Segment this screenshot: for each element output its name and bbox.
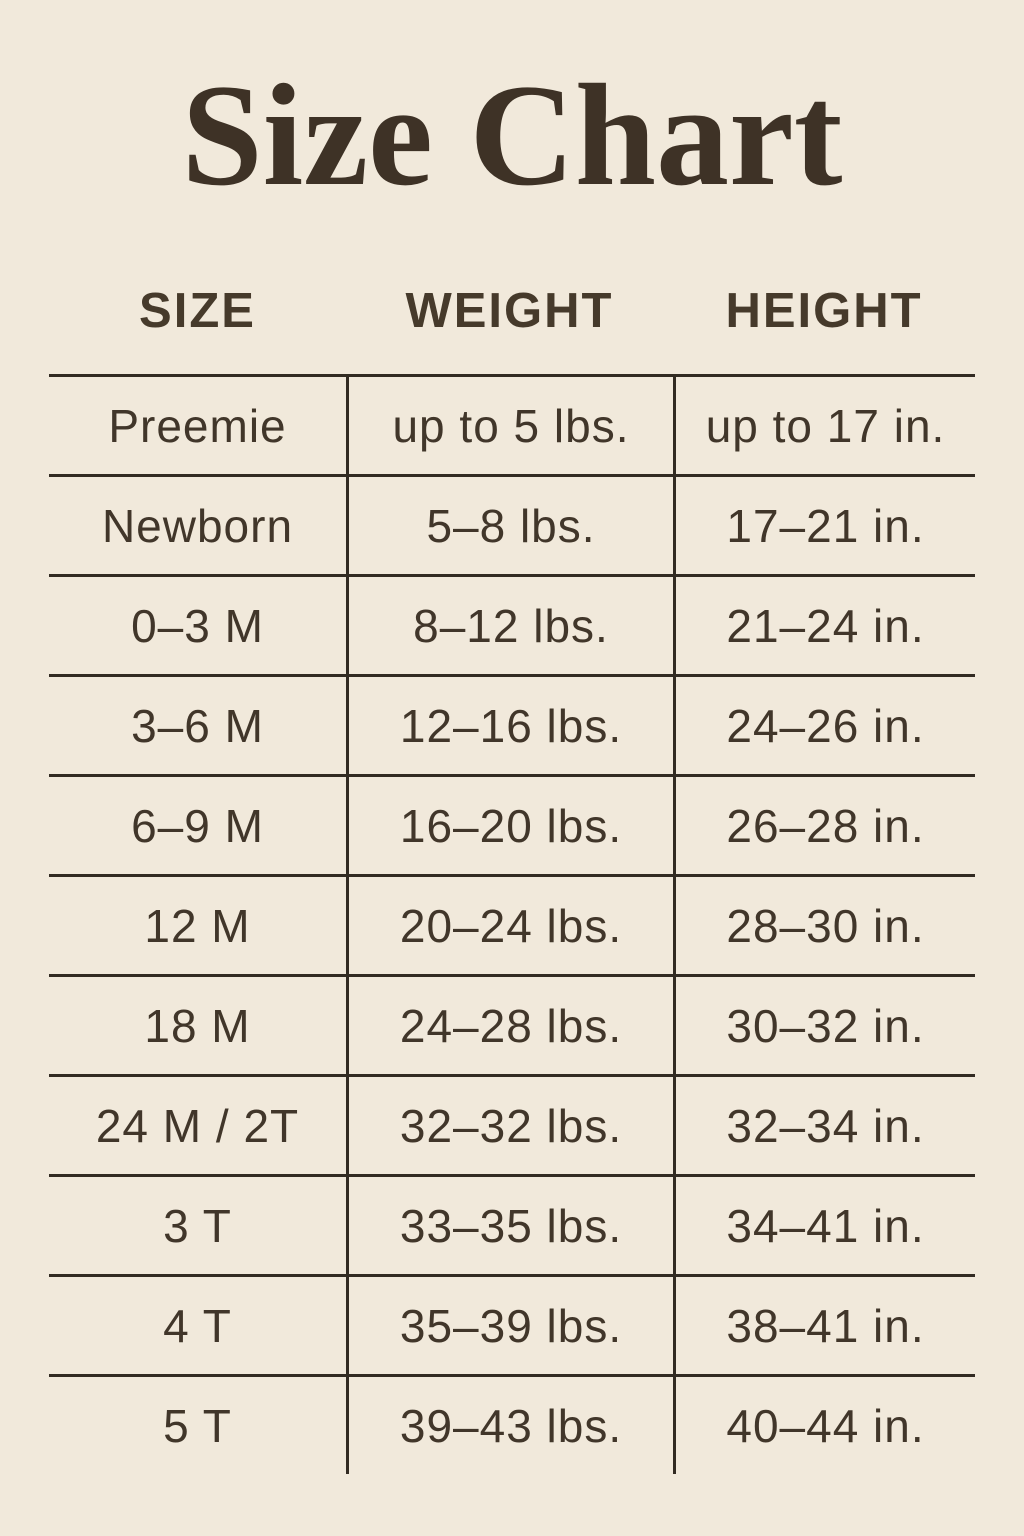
size-cell: 4 T bbox=[163, 1299, 232, 1352]
column-header-size: SIZE bbox=[139, 284, 256, 338]
table-row bbox=[49, 674, 975, 774]
weight-cell: 39–43 lbs. bbox=[346, 1377, 673, 1474]
table-row bbox=[49, 1074, 975, 1174]
table-row bbox=[49, 974, 975, 1074]
weight-cell: up to 5 lbs. bbox=[346, 377, 673, 474]
size-cell: 5 T bbox=[163, 1399, 232, 1452]
size-cell: 0–3 M bbox=[131, 599, 264, 652]
table-row bbox=[49, 774, 975, 874]
weight-cell: 5–8 lbs. bbox=[346, 477, 673, 574]
height-cell: 32–34 in. bbox=[673, 1077, 975, 1174]
table-row bbox=[49, 1174, 975, 1274]
column-header-weight: WEIGHT bbox=[405, 284, 614, 338]
table-row bbox=[49, 374, 975, 474]
height-cell: 26–28 in. bbox=[673, 777, 975, 874]
weight-cell: 16–20 lbs. bbox=[346, 777, 673, 874]
table-row bbox=[49, 474, 975, 574]
height-cell: 38–41 in. bbox=[673, 1277, 975, 1374]
height-cell: 34–41 in. bbox=[673, 1177, 975, 1274]
size-cell: Newborn bbox=[101, 499, 294, 552]
height-cell: 28–30 in. bbox=[673, 877, 975, 974]
height-cell: 40–44 in. bbox=[673, 1377, 975, 1474]
weight-cell: 12–16 lbs. bbox=[346, 677, 673, 774]
weight-cell: 8–12 lbs. bbox=[346, 577, 673, 674]
height-cell: up to 17 in. bbox=[673, 377, 975, 474]
size-cell: 3 T bbox=[163, 1199, 232, 1252]
table-row bbox=[49, 874, 975, 974]
size-table bbox=[49, 374, 975, 1474]
height-cell: 17–21 in. bbox=[673, 477, 975, 574]
table-row bbox=[49, 1274, 975, 1374]
size-cell: 6–9 M bbox=[131, 799, 264, 852]
table-row bbox=[49, 1374, 975, 1474]
height-cell: 21–24 in. bbox=[673, 577, 975, 674]
size-cell: 3–6 M bbox=[131, 699, 264, 752]
size-cell: 18 M bbox=[144, 999, 251, 1052]
size-cell: Preemie bbox=[108, 399, 287, 452]
weight-cell: 20–24 lbs. bbox=[346, 877, 673, 974]
weight-cell: 24–28 lbs. bbox=[346, 977, 673, 1074]
height-cell: 30–32 in. bbox=[673, 977, 975, 1074]
table-row bbox=[49, 574, 975, 674]
page-title: Size Chart bbox=[181, 54, 843, 216]
height-cell: 24–26 in. bbox=[673, 677, 975, 774]
weight-cell: 35–39 lbs. bbox=[346, 1277, 673, 1374]
weight-cell: 32–32 lbs. bbox=[346, 1077, 673, 1174]
table-header bbox=[49, 283, 975, 339]
size-cell: 12 M bbox=[144, 899, 251, 952]
weight-cell: 33–35 lbs. bbox=[346, 1177, 673, 1274]
size-cell: 24 M / 2T bbox=[95, 1099, 300, 1152]
column-header-height: HEIGHT bbox=[725, 284, 923, 338]
